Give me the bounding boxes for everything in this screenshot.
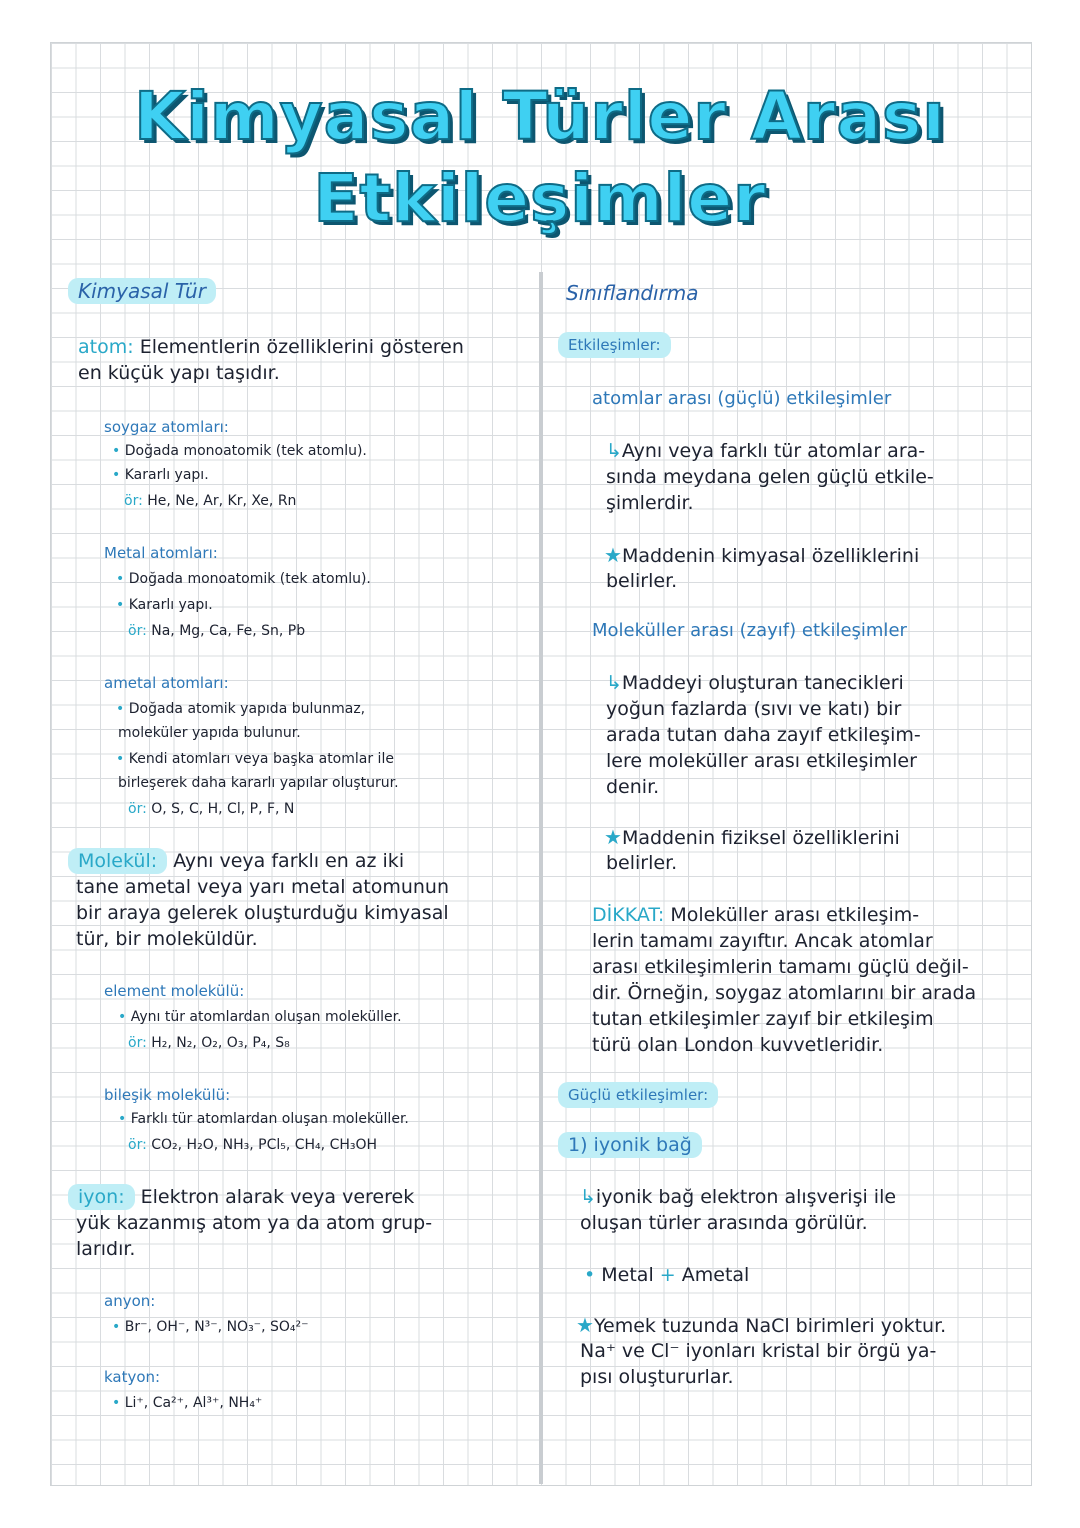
page-title-line-2: Etkileşimler [313, 160, 767, 237]
molekul-definition-line-2: tane ametal veya yarı metal atomunun [76, 876, 449, 898]
ametal-bullet-2a: • Kendi atomları veya başka atomlar ile [116, 751, 394, 767]
atomlar-arasi-line-2: sında meydana gelen güçlü etkile- [606, 466, 934, 488]
molekuller-arasi-note-2: belirler. [606, 852, 678, 874]
molekul-label: Molekül: [68, 848, 167, 874]
iyonik-bag-note-1: ★Yemek tuzunda NaCl birimleri yoktur. [576, 1313, 947, 1337]
molekul-definition-line-4: tür, bir moleküldür. [76, 928, 258, 950]
bilesik-molekulu-title: bileşik molekülü: [104, 1086, 231, 1104]
iyon-definition-line-3: larıdır. [76, 1238, 136, 1260]
iyonik-bag-title: 1) iyonik bağ [566, 1132, 702, 1158]
soygaz-bullet-1: • Doğada monoatomik (tek atomlu). [112, 443, 367, 459]
iyonik-bag-note-3: pısı oluştururlar. [580, 1366, 734, 1388]
metal-examples: ör: Na, Mg, Ca, Fe, Sn, Pb [128, 623, 306, 639]
molekuller-arasi-line-5: denir. [606, 776, 660, 798]
element-molekulu-examples: ör: H₂, N₂, O₂, O₃, P₄, S₈ [128, 1035, 290, 1051]
molekuller-arasi-note-1: ★Maddenin fiziksel özelliklerini [604, 825, 900, 849]
metal-title: Metal atomları: [104, 544, 218, 562]
atom-definition-line-1: atom: Elementlerin özelliklerini gösteren [78, 336, 464, 358]
right-column-header: Sınıflandırma [566, 281, 699, 305]
dikkat-line-2: lerin tamamı zayıftır. Ancak atomlar [592, 930, 933, 952]
katyon-title: katyon: [104, 1368, 161, 1386]
dikkat-line-3: arası etkileşimlerin tamamı güçlü değil- [592, 956, 969, 978]
molekuller-arasi-line-4: lere moleküller arası etkileşimler [606, 750, 917, 772]
anyon-title: anyon: [104, 1292, 156, 1310]
ametal-bullet-1a: • Doğada atomik yapıda bulunmaz, [116, 701, 366, 717]
atom-label: atom: [78, 336, 134, 358]
molekuller-arasi-line-1: ↳Maddeyi oluşturan tanecikleri [606, 672, 904, 694]
column-divider [539, 272, 543, 1484]
iyon-label: iyon: [68, 1184, 135, 1210]
left-column-header: Kimyasal Tür [76, 278, 216, 304]
ametal-bullet-1b: moleküler yapıda bulunur. [118, 725, 301, 741]
ametal-bullet-2b: birleşerek daha kararlı yapılar oluşturur. [118, 775, 399, 791]
metal-bullet-2: • Kararlı yapı. [116, 597, 213, 613]
soygaz-bullet-2: • Kararlı yapı. [112, 467, 209, 483]
molekuller-arasi-line-3: arada tutan daha zayıf etkileşim- [606, 724, 921, 746]
dikkat-line-5: tutan etkileşimler zayıf bir etkileşim [592, 1008, 934, 1030]
iyonik-bag-line-1: ↳iyonik bağ elektron alışverişi ile [580, 1186, 897, 1208]
dikkat-line-4: dir. Örneğin, soygaz atomlarını bir arada [592, 982, 977, 1004]
iyon-definition-line-2: yük kazanmış atom ya da atom grup- [76, 1212, 433, 1234]
star-icon: ★ [604, 543, 622, 567]
iyonik-bag-line-2: oluşan türler arasında görülür. [580, 1212, 868, 1234]
iyonik-bag-formula: • Metal + Ametal [584, 1264, 750, 1286]
dikkat-label: DİKKAT: [592, 904, 665, 926]
iyon-definition-line-1: iyon: Elektron alarak veya vererek [76, 1184, 414, 1210]
soygaz-title: soygaz atomları: [104, 418, 229, 436]
anyon-examples: • Br⁻, OH⁻, N³⁻, NO₃⁻, SO₄²⁻ [112, 1319, 309, 1335]
dikkat-line-6: türü olan London kuvvetleridir. [592, 1034, 884, 1056]
iyonik-bag-note-2: Na⁺ ve Cl⁻ iyonları kristal bir örgü ya- [580, 1340, 937, 1362]
bilesik-molekulu-bullet: • Farklı tür atomlardan oluşan moleküller. [118, 1111, 409, 1127]
molekuller-arasi-title: Moleküller arası (zayıf) etkileşimler [592, 620, 907, 641]
bilesik-molekulu-examples: ör: CO₂, H₂O, NH₃, PCl₅, CH₄, CH₃OH [128, 1137, 378, 1153]
page-title-line-1: Kimyasal Türler Arası [134, 78, 946, 155]
element-molekulu-title: element molekülü: [104, 982, 245, 1000]
soygaz-examples: ör: He, Ne, Ar, Kr, Xe, Rn [124, 493, 297, 509]
dikkat-line-1: DİKKAT: Moleküller arası etkileşim- [592, 904, 920, 926]
molekuller-arasi-line-2: yoğun fazlarda (sıvı ve katı) bir [606, 698, 902, 720]
atomlar-arasi-note-2: belirler. [606, 570, 678, 592]
atomlar-arasi-line-3: şimlerdir. [606, 492, 694, 514]
etkilesimler-label: Etkileşimler: [566, 332, 671, 358]
atomlar-arasi-line-1: ↳Aynı veya farklı tür atomlar ara- [606, 440, 926, 462]
ametal-title: ametal atomları: [104, 674, 229, 692]
star-icon: ★ [576, 1313, 594, 1337]
element-molekulu-bullet: • Aynı tür atomlardan oluşan moleküller. [118, 1009, 402, 1025]
atom-definition-line-2: en küçük yapı taşıdır. [78, 362, 280, 384]
metal-bullet-1: • Doğada monoatomik (tek atomlu). [116, 571, 371, 587]
atomlar-arasi-note-1: ★Maddenin kimyasal özelliklerini [604, 543, 920, 567]
guclu-etkilesimler-label: Güçlü etkileşimler: [566, 1082, 718, 1108]
katyon-examples: • Li⁺, Ca²⁺, Al³⁺, NH₄⁺ [112, 1395, 263, 1411]
molekul-definition-line-1: Molekül: Aynı veya farklı en az iki [76, 848, 404, 874]
molekul-definition-line-3: bir araya gelerek oluşturduğu kimyasal [76, 902, 449, 924]
star-icon: ★ [604, 825, 622, 849]
atomlar-arasi-title: atomlar arası (güçlü) etkileşimler [592, 388, 892, 409]
ametal-examples: ör: O, S, C, H, Cl, P, F, N [128, 801, 295, 817]
